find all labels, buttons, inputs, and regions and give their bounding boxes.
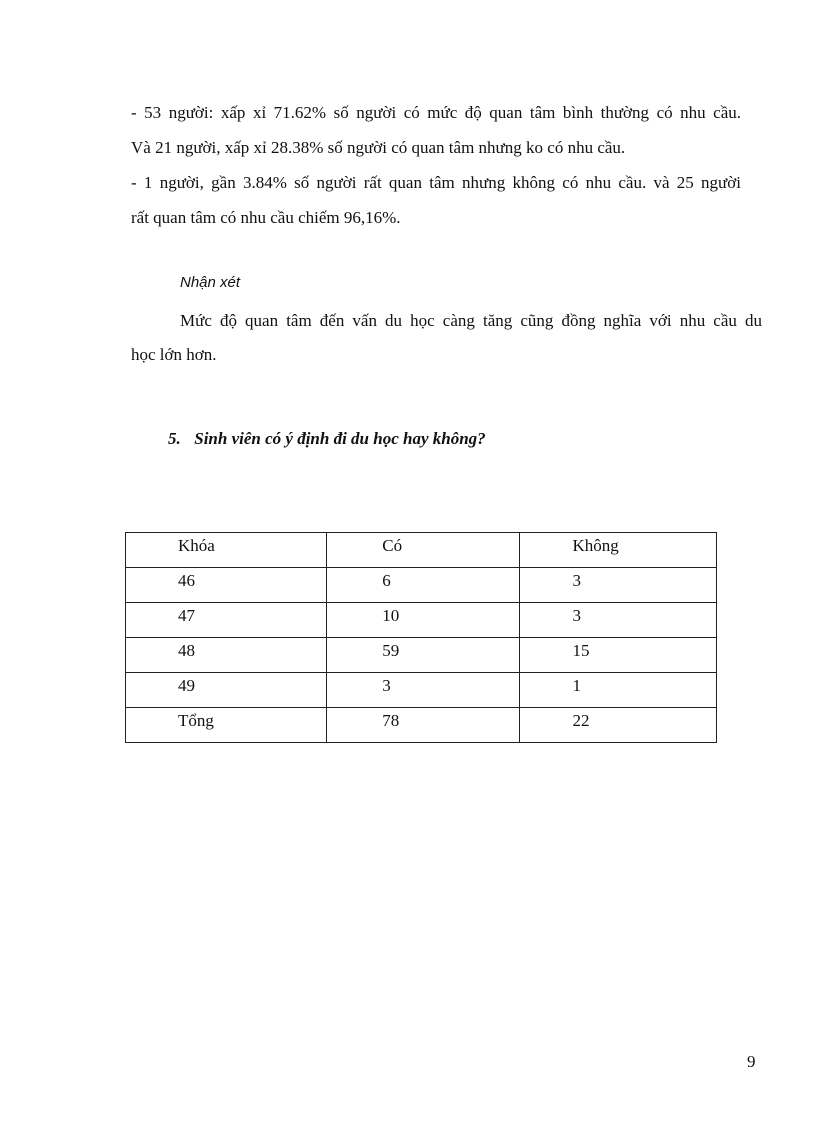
table-cell: 47 <box>126 603 327 638</box>
section-title: Sinh viên có ý định đi du học hay không? <box>194 429 486 448</box>
table-cell: 48 <box>126 638 327 673</box>
table-row <box>126 603 717 638</box>
survey-table <box>125 532 717 743</box>
table-header-cell: Có <box>327 533 520 568</box>
table-cell: 3 <box>520 603 717 638</box>
table-header-row <box>126 533 717 568</box>
paragraph-line: Và 21 người, xấp xỉ 28.38% số người có quan tâm nhưng ko có nhu cầu. <box>131 138 626 157</box>
section-number: 5. <box>168 429 181 448</box>
table-cell: 10 <box>327 603 520 638</box>
table-row <box>126 638 717 673</box>
paragraph-line: - 53 người: xấp xỉ 71.62% số người có mức độ quan tâm bình thường có nhu cầu. <box>131 103 741 122</box>
table-cell: 15 <box>520 638 717 673</box>
table-cell: 78 <box>327 708 520 743</box>
table-row <box>126 673 717 708</box>
table-header-cell: Không <box>520 533 717 568</box>
table-cell: 6 <box>327 568 520 603</box>
table-cell: 22 <box>520 708 717 743</box>
table-cell: 59 <box>327 638 520 673</box>
remark-heading: Nhận xét <box>180 274 241 291</box>
paragraph-line: - 1 người, gần 3.84% số người rất quan tâm nhưng không có nhu cầu. và 25 người <box>131 173 741 192</box>
table-cell: Tổng <box>126 708 327 743</box>
remark-line: Mức độ quan tâm đến vấn du học càng tăng cũng đồng nghĩa với nhu cầu du <box>180 311 762 330</box>
remark-line: học lớn hơn. <box>131 345 217 364</box>
table-cell: 49 <box>126 673 327 708</box>
page-number: 9 <box>747 1052 756 1071</box>
table-cell: 46 <box>126 568 327 603</box>
table-cell: 1 <box>520 673 717 708</box>
paragraph-line: rất quan tâm có nhu cầu chiếm 96,16%. <box>131 208 401 227</box>
section-heading <box>168 428 486 450</box>
table-cell: 3 <box>327 673 520 708</box>
table-header-cell: Khóa <box>126 533 327 568</box>
table-cell: 3 <box>520 568 717 603</box>
table-row <box>126 568 717 603</box>
table-total-row <box>126 708 717 743</box>
